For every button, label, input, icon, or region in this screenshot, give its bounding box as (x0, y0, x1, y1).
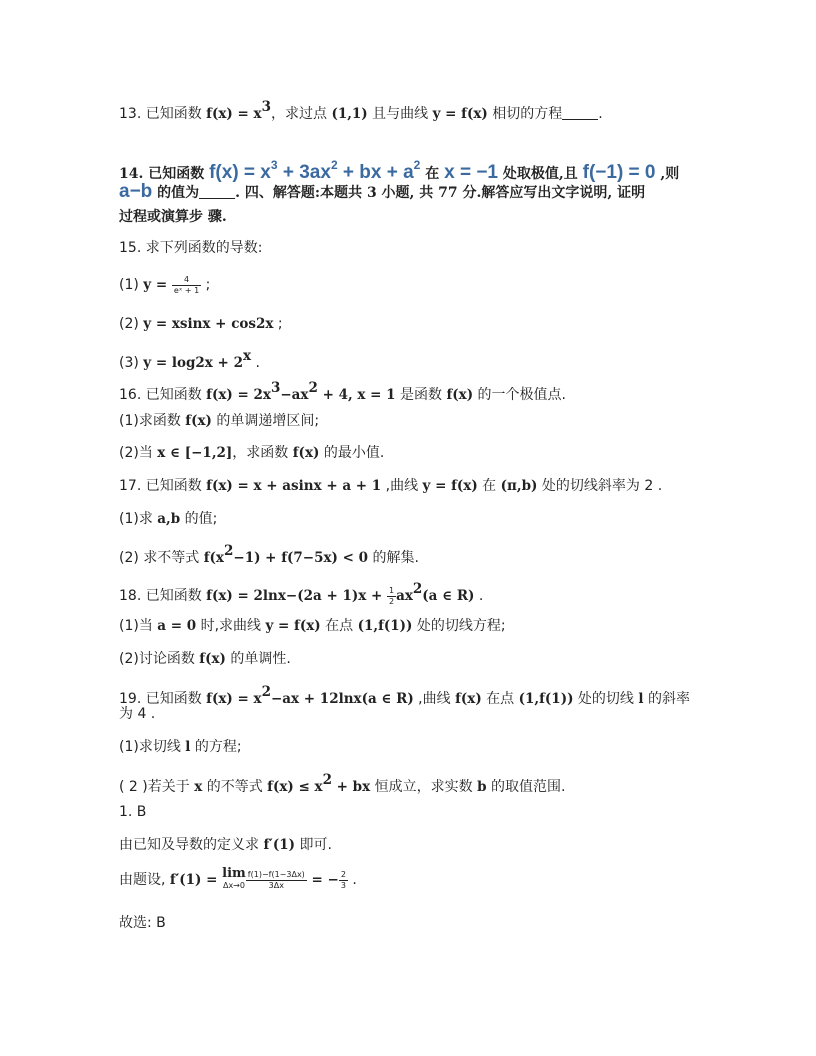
q18-part2 (119, 648, 291, 670)
answer-conclusion: 故选: B (119, 915, 166, 931)
q17-p2-ineq1: f(x (203, 550, 224, 566)
question-19-line2 (119, 703, 155, 725)
q15-p1-label: (1) (119, 277, 144, 293)
answer-equals: = − (306, 872, 339, 888)
q17-mid: ,曲线 (381, 478, 423, 494)
q18-p1-text2: 时,求曲线 (196, 618, 266, 634)
answer-1 (119, 801, 146, 823)
q16-exp2: 2 (308, 380, 318, 396)
section-4-heading: . 四、解答题:本题共 3 小题, 共 77 分.解答应写出文字说明, 证明 (235, 185, 646, 201)
q16-function2: −ax (280, 387, 309, 403)
q14-at: 在 (420, 166, 445, 182)
q16-part1 (119, 410, 319, 432)
q14-fval: f(−1) = 0 (582, 162, 656, 183)
q15-part3 (119, 345, 260, 374)
answer-derivation-fprime: f′(1) = (169, 872, 223, 888)
q17-p2-text: (2) 求不等式 (119, 550, 204, 566)
q16-fx: f(x) (446, 387, 474, 403)
q15-p1-fraction (172, 275, 201, 296)
q14-then: ,则 (655, 166, 680, 182)
q14-exp1: 3 (270, 158, 278, 172)
q19-p2-ineq: f(x) ≤ x (267, 779, 323, 795)
q19-point: (1,f(1)) (518, 691, 574, 707)
q15-p3-label: (3) (119, 355, 144, 371)
q13-text: 13. 已知函数 (119, 106, 207, 122)
question-19 (119, 681, 690, 710)
question-13 (119, 96, 603, 125)
result-numerator: 2 (340, 869, 346, 879)
q19-line2: 为 4 . (119, 706, 156, 722)
question-17 (119, 475, 662, 497)
question-14-line2 (119, 181, 645, 204)
q19-p1-text: (1)求切线 (119, 739, 186, 755)
q19-p2-text4: 的取值范围. (486, 779, 566, 795)
q17-point: (π,b) (500, 478, 538, 494)
q19-p2-text: ( 2 )若关于 (119, 779, 195, 795)
q19-fx: f(x) (455, 691, 482, 707)
q18-p1-a0: a = 0 (157, 618, 197, 634)
q18-p1-curve: y = f(x) (265, 618, 321, 634)
q15-p1-numerator: 4 (172, 275, 201, 286)
question-18 (119, 578, 483, 607)
q18-exp: 2 (412, 581, 423, 597)
q14-ab: a−b (119, 181, 153, 202)
q14-function-part2: + 3ax (277, 162, 331, 183)
q16-part2 (119, 442, 384, 464)
q14-cond: 处取极值,且 (498, 166, 583, 182)
q19-function2: −ax + 12lnx(a ∈ R) (270, 691, 414, 707)
q18-p1-text: (1)当 (119, 618, 158, 634)
q19-p1-text2: 的方程; (190, 739, 242, 755)
answer-1-derivation (119, 868, 357, 892)
q15-p3-exp: x (242, 348, 252, 364)
limit-symbol: lim (222, 866, 246, 881)
q17-curve: y = f(x) (422, 478, 478, 494)
q13-answer-blank[interactable] (562, 105, 598, 120)
q14-text: 14. 已知函数 (119, 166, 210, 182)
q14-function-part1: f(x) = x (209, 162, 271, 183)
q18-p1-text4: 处的切线方程; (412, 618, 506, 634)
q17-p2-ineq2: −1) + f(7−5x) < 0 (233, 550, 369, 566)
q15-p1-denominator: eˣ + 1 (173, 285, 200, 295)
q15-p1-y: y = (143, 277, 172, 293)
q18-end: . (474, 588, 484, 604)
question-14-line3 (119, 206, 227, 228)
q17-part2 (119, 540, 419, 569)
answer-limit-fraction (246, 870, 307, 891)
q16-p1-text2: 的单调递增区间; (211, 413, 320, 429)
q17-text: 17. 已知函数 (119, 478, 207, 494)
q14-exp2: 2 (330, 158, 338, 172)
q15-p3-expr: y = log2x + 2 (143, 355, 243, 371)
q18-part1 (119, 615, 506, 637)
q16-function3: + 4, x = 1 (317, 387, 396, 403)
q17-suffix: 处的切线斜率为 2 . (537, 478, 663, 494)
q15-p2-expr: y = xsinx + cos2x (143, 316, 274, 332)
limit-subscript: Δx→0 (222, 881, 245, 890)
answer-1-choice: 1. B (119, 804, 147, 820)
q19-part1 (119, 736, 242, 758)
q19-suffix: 的斜率 (643, 691, 690, 707)
q13-text4: 相切的方程 (487, 106, 563, 122)
q16-suffix: 的一个极值点. (473, 387, 567, 403)
q18-p2-text2: 的单调性. (225, 651, 291, 667)
q18-p1-point: (1,f(1)) (357, 618, 413, 634)
q15-part1 (119, 274, 210, 296)
q17-p2-text2: 的解集. (368, 550, 419, 566)
q16-p2-text2: ，求函数 (232, 445, 293, 461)
q19-part2 (119, 769, 565, 798)
answer-text: 由已知及导数的定义求 (119, 837, 264, 853)
q13-point: (1,1) (331, 106, 368, 122)
q15-p3-end: . (251, 355, 260, 371)
q18-function3: (a ∈ R) (422, 588, 475, 604)
limit-numerator: f(1)−f(1−3Δx) (247, 869, 305, 879)
q19-exp: 2 (261, 684, 271, 700)
section-4-heading-cont: 过程或演算步 骤. (119, 209, 227, 225)
q19-l: l (638, 691, 644, 707)
q18-function2: ax (396, 588, 413, 604)
q17-function: f(x) = x + asinx + a + 1 (206, 478, 382, 494)
q17-part1 (119, 508, 217, 530)
q14-xval: x = −1 (444, 162, 498, 183)
q16-p1-text: (1)求函数 (119, 413, 186, 429)
q16-function: f(x) = 2x (206, 387, 271, 403)
q18-frac-num: 1 (389, 585, 395, 595)
q13-function: f(x) = x (206, 106, 262, 122)
q18-p2-fx: f(x) (199, 651, 226, 667)
answer-derivation-text: 由题设, (119, 872, 170, 888)
q16-exp1: 3 (270, 380, 281, 396)
q15-p2-end: ; (273, 316, 283, 332)
q13-exponent: 3 (261, 99, 271, 115)
q15-p2-label: (2) (119, 316, 144, 332)
q17-p1-ab: a,b (157, 511, 181, 527)
q19-mid2: 在点 (481, 691, 519, 707)
q15-p1-end: ; (201, 277, 211, 293)
q18-text: 18. 已知函数 (119, 588, 207, 604)
q19-function: f(x) = x (206, 691, 262, 707)
q16-p2-fx: f(x) (292, 445, 320, 461)
q18-frac-den: 2 (389, 596, 395, 606)
q19-p2-exp: 2 (322, 772, 332, 788)
answer-fprime: f′(1) (263, 837, 295, 853)
answer-text2: 即可. (295, 837, 332, 853)
q14-text2: 的值为 (152, 185, 200, 201)
q19-p2-x: x (194, 779, 203, 795)
q16-p2-text3: 的最小值. (319, 445, 385, 461)
answer-1-conclusion (119, 912, 166, 934)
q18-p2-text: (2)讨论函数 (119, 651, 200, 667)
q18-p1-text3: 在点 (320, 618, 358, 634)
q14-exp3: 2 (413, 158, 421, 172)
q14-answer-blank[interactable] (199, 184, 235, 199)
limit-denominator: 3Δx (268, 880, 284, 890)
answer-result-fraction (339, 870, 348, 891)
answer-limit (222, 868, 246, 892)
q17-mid2: 在 (477, 478, 501, 494)
q19-text: 19. 已知函数 (119, 691, 207, 707)
question-16 (119, 377, 566, 406)
answer-1-explanation (119, 834, 332, 856)
q17-p1-text: (1)求 (119, 511, 158, 527)
q19-mid3: 处的切线 (573, 691, 639, 707)
q14-function-part3: + bx + a (337, 162, 414, 183)
q16-text: 16. 已知函数 (119, 387, 207, 403)
q18-function: f(x) = 2lnx−(2a + 1)x + (206, 588, 387, 604)
q16-p1-fx: f(x) (185, 413, 212, 429)
q13-text2: ，求过点 (270, 106, 332, 122)
q18-fraction (387, 586, 396, 607)
q19-mid: ,曲线 (413, 691, 456, 707)
q15-part2 (119, 313, 283, 335)
result-denominator: 3 (340, 880, 346, 890)
q16-mid: 是函数 (395, 387, 447, 403)
question-15 (119, 237, 262, 259)
q17-p2-exp: 2 (223, 543, 234, 559)
q16-p2-text: (2)当 (119, 445, 158, 461)
q19-p2-text2: 的不等式 (202, 779, 268, 795)
q16-p2-interval: x ∈ [−1,2] (157, 445, 233, 461)
q19-p1-l: l (185, 739, 191, 755)
q15-title: 15. 求下列函数的导数: (119, 240, 263, 256)
q13-text3: 且与曲线 (367, 106, 433, 122)
q13-curve: y = f(x) (432, 106, 488, 122)
answer-derivation-end: . (347, 872, 357, 888)
q13-end: . (598, 106, 603, 122)
q19-p2-b: b (477, 779, 487, 795)
q19-p2-text3: 恒成立，求实数 (370, 779, 478, 795)
q17-p1-text2: 的值; (180, 511, 218, 527)
q19-p2-ineq2: + bx (331, 779, 371, 795)
